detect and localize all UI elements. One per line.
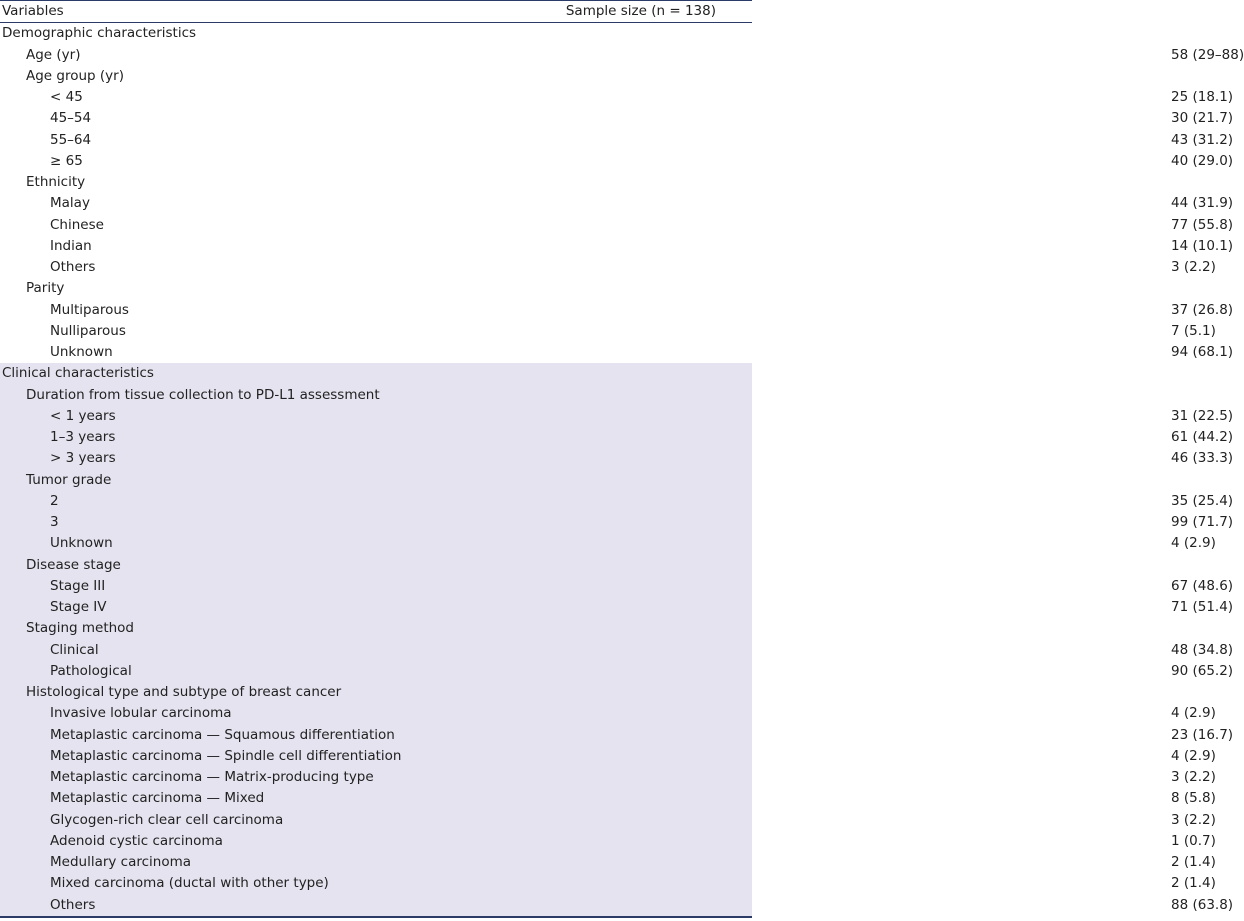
sample-size-value xyxy=(560,470,752,491)
table-row xyxy=(0,831,752,852)
category-label: Others xyxy=(50,259,96,276)
variable-label: Staging method xyxy=(0,618,560,639)
table-row xyxy=(0,87,752,108)
category-label: 2 xyxy=(0,491,560,512)
header-row xyxy=(0,1,752,23)
variable-label: Age (yr) xyxy=(26,46,81,63)
sample-size-value: 94 (68.1) xyxy=(1171,344,1234,361)
sample-size-value xyxy=(560,618,752,639)
variable-label: Duration from tissue collection to PD-L1 assessment xyxy=(0,385,560,406)
sample-size-value: 2 (1.4) xyxy=(560,873,752,894)
table-row xyxy=(0,172,752,193)
sample-size-value: 3 (2.2) xyxy=(560,810,752,831)
table-row xyxy=(0,491,752,512)
table-row xyxy=(0,852,752,873)
sample-size-value xyxy=(560,555,752,576)
variable-label: Age group (yr) xyxy=(26,67,124,84)
table-row xyxy=(0,406,752,427)
category-label: Clinical xyxy=(0,640,560,661)
variable-label: Parity xyxy=(26,280,65,297)
table-row xyxy=(0,703,752,724)
category-label: Metaplastic carcinoma — Matrix-producing type xyxy=(0,767,560,788)
sample-size-value: 40 (29.0) xyxy=(1171,152,1234,169)
category-label: Indian xyxy=(50,237,92,254)
category-label: Pathological xyxy=(0,661,560,682)
category-label: Nulliparous xyxy=(50,322,126,339)
sample-size-value xyxy=(560,385,752,406)
table-row xyxy=(0,576,752,597)
category-label: Others xyxy=(0,895,560,917)
section-heading: Clinical characteristics xyxy=(0,363,560,384)
table-row xyxy=(0,448,752,469)
variable-label: Disease stage xyxy=(0,555,560,576)
table-row xyxy=(0,810,752,831)
table-row xyxy=(0,151,752,172)
sample-size-value xyxy=(560,66,752,87)
sample-size-value: 99 (71.7) xyxy=(560,512,752,533)
sample-size-value: 2 (1.4) xyxy=(560,852,752,873)
table-row xyxy=(0,533,752,554)
header-sample-size: Sample size (n = 138) xyxy=(560,1,752,23)
sample-size-value: 4 (2.9) xyxy=(560,533,752,554)
sample-size-value: 25 (18.1) xyxy=(1171,89,1234,106)
table-row xyxy=(0,257,752,278)
sample-size-value: 4 (2.9) xyxy=(560,746,752,767)
table-row xyxy=(0,788,752,809)
sample-size-value: 35 (25.4) xyxy=(560,491,752,512)
table-row xyxy=(0,108,752,129)
table-row xyxy=(0,682,752,703)
category-label: Glycogen-rich clear cell carcinoma xyxy=(0,810,560,831)
sample-size-value: 7 (5.1) xyxy=(1171,322,1216,339)
table-row xyxy=(0,767,752,788)
variable-label: Ethnicity xyxy=(26,174,86,191)
table-row xyxy=(0,342,752,363)
category-label: Unknown xyxy=(50,344,113,361)
sample-size-value: 3 (2.2) xyxy=(1171,259,1216,276)
table-row xyxy=(0,363,752,384)
table-row xyxy=(0,193,752,214)
category-label: Metaplastic carcinoma — Mixed xyxy=(0,788,560,809)
sample-size-value: 43 (31.2) xyxy=(1171,131,1234,148)
category-label: > 3 years xyxy=(0,448,560,469)
table-row xyxy=(0,385,752,406)
table-row xyxy=(0,873,752,894)
category-label: Metaplastic carcinoma — Spindle cell differentiation xyxy=(0,746,560,767)
category-label: < 45 xyxy=(50,89,83,106)
sample-size-value xyxy=(560,278,752,299)
table-row xyxy=(0,470,752,491)
sample-size-value: 8 (5.8) xyxy=(560,788,752,809)
category-label: 45–54 xyxy=(50,110,92,127)
table-row xyxy=(0,661,752,682)
table-row xyxy=(0,597,752,618)
table-row xyxy=(0,746,752,767)
variable-label: Histological type and subtype of breast cancer xyxy=(0,682,560,703)
sample-size-value xyxy=(560,23,752,45)
table-header xyxy=(0,1,752,23)
table-row xyxy=(0,321,752,342)
table-row xyxy=(0,618,752,639)
table-row xyxy=(0,236,752,257)
header-variables: Variables xyxy=(0,1,560,23)
category-label: Stage IV xyxy=(0,597,560,618)
category-label: Multiparous xyxy=(50,301,129,318)
table-body xyxy=(0,23,1244,917)
category-label: Malay xyxy=(50,195,90,212)
category-label: Medullary carcinoma xyxy=(0,852,560,873)
sample-size-value xyxy=(560,172,752,193)
sample-size-value: 4 (2.9) xyxy=(560,703,752,724)
sample-size-value: 44 (31.9) xyxy=(1171,195,1234,212)
table-row xyxy=(0,555,752,576)
sample-size-value: 14 (10.1) xyxy=(1171,237,1234,254)
category-label: Chinese xyxy=(50,216,104,233)
category-label: 55–64 xyxy=(50,131,92,148)
sample-size-value xyxy=(560,682,752,703)
sample-size-value: 67 (48.6) xyxy=(560,576,752,597)
table-row xyxy=(0,215,752,236)
sample-size-value: 88 (63.8) xyxy=(560,895,752,917)
table-row xyxy=(0,278,752,299)
table-row xyxy=(0,130,752,151)
category-label: Metaplastic carcinoma — Squamous differentiation xyxy=(0,725,560,746)
sample-size-value: 46 (33.3) xyxy=(560,448,752,469)
category-label: 3 xyxy=(0,512,560,533)
variable-label: Tumor grade xyxy=(0,470,560,491)
table-row xyxy=(0,895,752,917)
category-label: Unknown xyxy=(0,533,560,554)
sample-size-value: 71 (51.4) xyxy=(560,597,752,618)
sample-size-value: 30 (21.7) xyxy=(1171,110,1234,127)
section-heading: Demographic characteristics xyxy=(2,25,197,42)
sample-size-value: 3 (2.2) xyxy=(560,767,752,788)
sample-size-value: 48 (34.8) xyxy=(560,640,752,661)
table-row xyxy=(0,427,752,448)
category-label: Invasive lobular carcinoma xyxy=(0,703,560,724)
table-row xyxy=(0,45,752,66)
table-row xyxy=(0,300,752,321)
table-row xyxy=(0,23,752,45)
sample-size-value: 77 (55.8) xyxy=(1171,216,1234,233)
sample-size-value: 61 (44.2) xyxy=(560,427,752,448)
sample-size-value: 58 (29–88) xyxy=(1171,46,1244,63)
sample-size-value xyxy=(560,363,752,384)
sample-size-value: 90 (65.2) xyxy=(560,661,752,682)
category-label: ≥ 65 xyxy=(50,152,83,169)
category-label: Mixed carcinoma (ductal with other type) xyxy=(0,873,560,894)
sample-size-value: 1 (0.7) xyxy=(560,831,752,852)
sample-size-value: 31 (22.5) xyxy=(560,406,752,427)
category-label: Adenoid cystic carcinoma xyxy=(0,831,560,852)
sample-size-value: 23 (16.7) xyxy=(560,725,752,746)
table-row xyxy=(0,512,752,533)
table-row xyxy=(0,66,752,87)
category-label: < 1 years xyxy=(0,406,560,427)
table-row xyxy=(0,725,752,746)
sample-size-value: 37 (26.8) xyxy=(1171,301,1234,318)
category-label: Stage III xyxy=(0,576,560,597)
table-row xyxy=(0,640,752,661)
category-label: 1–3 years xyxy=(0,427,560,448)
